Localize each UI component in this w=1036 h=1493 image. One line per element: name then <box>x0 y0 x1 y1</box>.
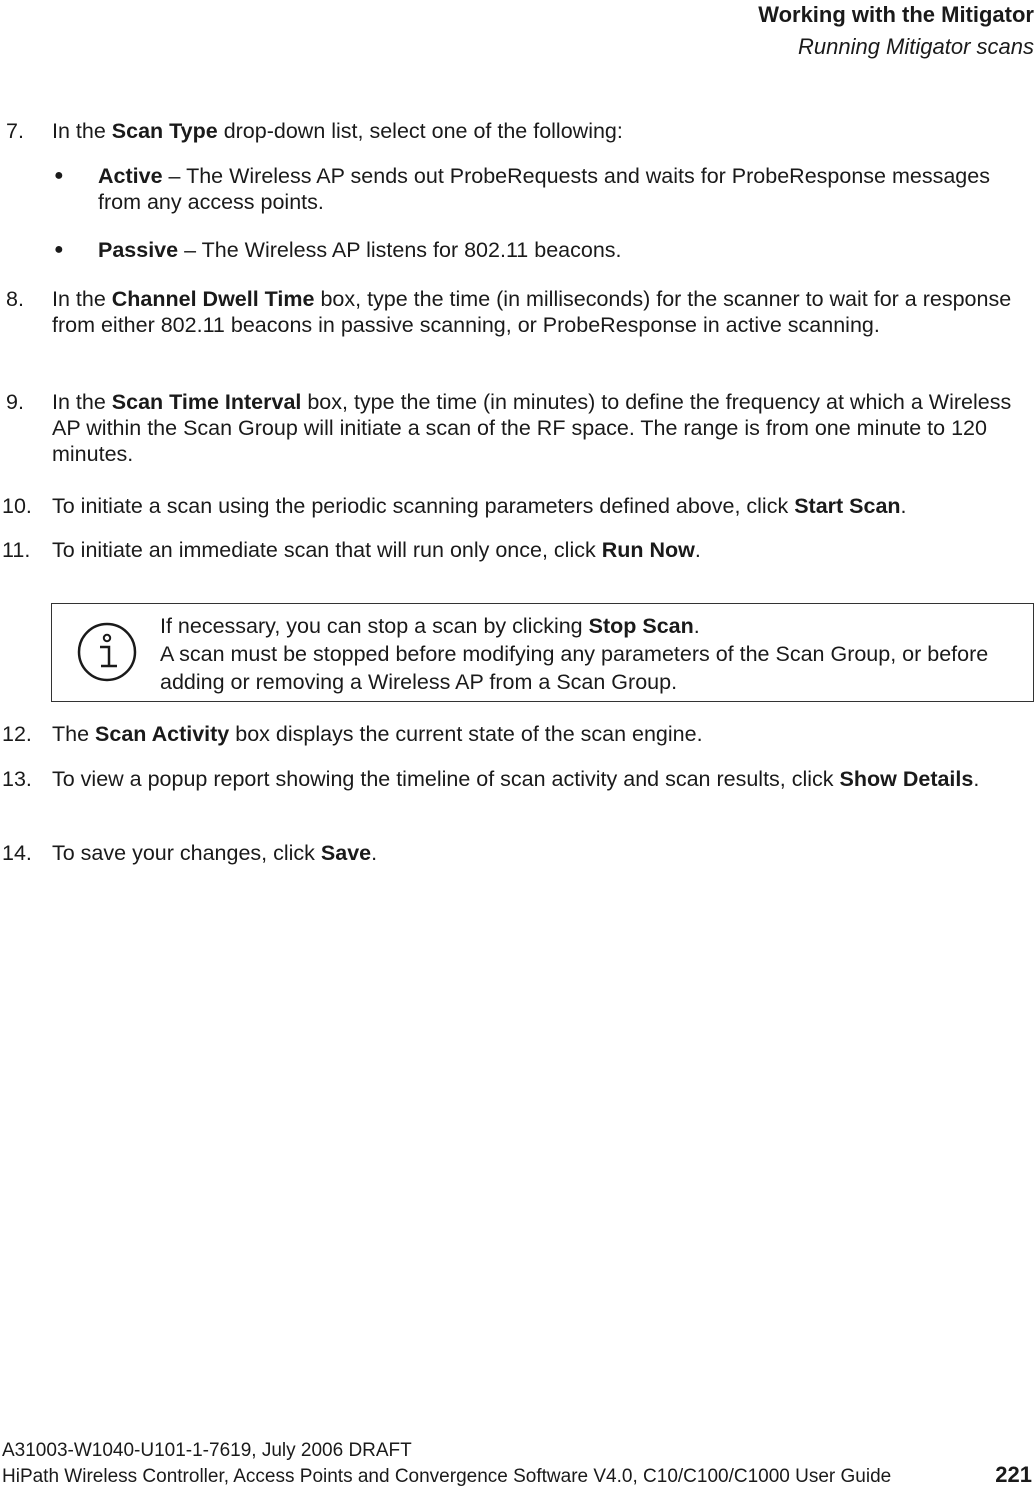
footer-doc-id: A31003-W1040-U101-1-7619, July 2006 DRAFT <box>2 1440 412 1461</box>
step-11: 11. To initiate an immediate scan that will run only once, click Run Now. <box>2 538 701 562</box>
step-9: 9. In the Scan Time Interval box, type the time (in minutes) to define the frequency at which a Wireless AP within the Scan Group will initiate a scan of the RF space. The range is from one minute to 120 minutes. <box>6 390 1012 466</box>
step-number: 8. <box>6 287 24 311</box>
bullet-active: ● Active – The Wireless AP sends out ProbeRequests and waits for ProbeResponse messages from any access points. <box>54 164 990 214</box>
step-8: 8. In the Channel Dwell Time box, type the time (in milliseconds) for the scanner to wait for a response from either 802.11 beacons in passive scanning, or ProbeResponse in active scanning. <box>6 287 1012 337</box>
header-title: Working with the Mitigator <box>758 2 1034 27</box>
step-number: 14. <box>2 841 32 865</box>
page-number: 221 <box>995 1462 1032 1487</box>
note-text: If necessary, you can stop a scan by clicking Stop Scan. A scan must be stopped before modifying any parameters of the Scan Group, or before adding or removing a Wireless AP from a Scan Group. <box>160 614 989 694</box>
step-number: 11. <box>2 538 31 562</box>
step-number: 7. <box>6 119 24 143</box>
step-number: 9. <box>6 390 24 414</box>
bullet-passive: ● Passive – The Wireless AP listens for 802.11 beacons. <box>54 238 622 262</box>
bullet-icon: ● <box>54 167 64 184</box>
bullet-icon: ● <box>54 241 64 258</box>
note-box <box>51 603 1034 702</box>
step-14: 14. To save your changes, click Save. <box>2 841 378 865</box>
step-10: 10. To initiate a scan using the periodic scanning parameters defined above, click Start Scan. <box>2 494 907 518</box>
info-icon <box>76 621 138 683</box>
header-subtitle: Running Mitigator scans <box>797 34 1034 59</box>
step-number: 12. <box>2 722 32 746</box>
step-12: 12. The Scan Activity box displays the current state of the scan engine. <box>2 722 703 746</box>
step-number: 13. <box>2 767 32 791</box>
step-number: 10. <box>2 494 32 518</box>
footer-guide-title: HiPath Wireless Controller, Access Points and Convergence Software V4.0, C10/C100/C1000 User Guide <box>2 1466 892 1487</box>
step-13: 13. To view a popup report showing the timeline of scan activity and scan results, click Show Details. <box>2 767 980 791</box>
step-7: 7. In the Scan Type drop-down list, select one of the following: <box>6 119 623 143</box>
